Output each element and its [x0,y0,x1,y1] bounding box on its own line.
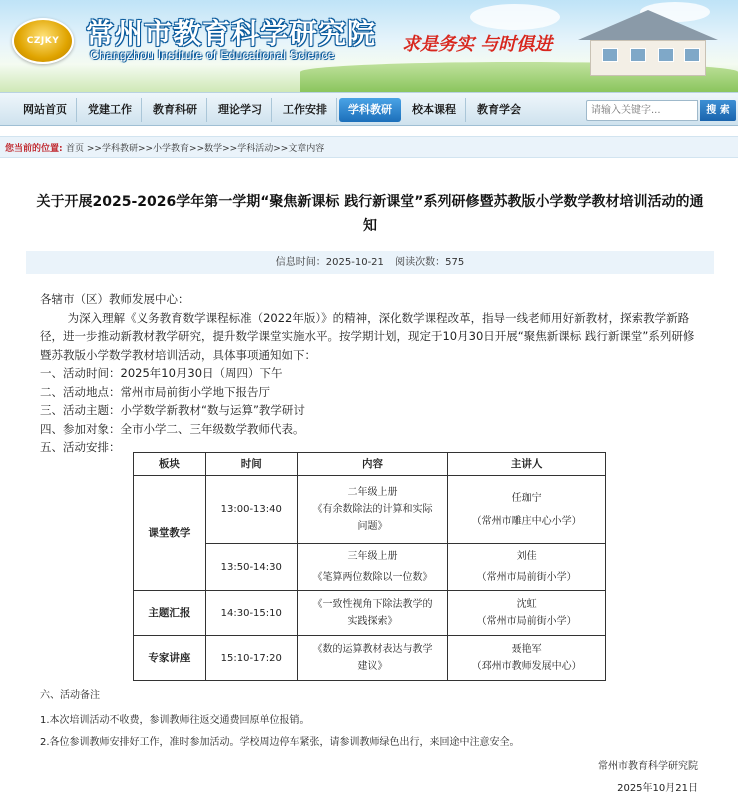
content-cell [297,544,448,591]
slogan: 求是务实 与时俱进 [402,34,553,55]
speaker-name: 聂艳军 [511,644,542,655]
note-item: 2.各位参训教师安排好工作，准时参加活动。学校周边停车紧张，请参训教师绿色出行，来回途中注意安全。 [40,737,520,748]
breadcrumb-label: 您当前的位置: [5,144,63,154]
section-cell: 主题汇报 [134,591,206,636]
content-line: 二年级上册 [347,487,398,498]
site-subtitle: Changzhou Institute of Educational Science [90,48,335,62]
signature-date: 2025年10月21日 [617,783,698,794]
content-line: 实践探索》 [347,616,398,627]
section-cell: 专家讲座 [134,636,206,681]
speaker-org: （邳州市教师发展中心） [471,661,582,672]
content-cell [297,591,448,636]
table-row [134,636,606,681]
content-line: 《笔算两位数除以一位数》 [312,572,433,583]
nav-item-curriculum[interactable]: 校本课程 [403,98,466,122]
list-item: 四、参加对象：全市小学二、三年级数学教师代表。 [40,421,305,436]
table-header: 板块 [134,453,206,476]
time-cell: 14:30-15:10 [205,591,297,636]
time-cell: 15:10-17:20 [205,636,297,681]
nav-item-society[interactable]: 教育学会 [477,103,521,116]
speaker-org: （常州市雕庄中心小学） [471,515,582,527]
content-line: 《有余数除法的计算和实际 [312,504,433,515]
speaker-cell [448,591,606,636]
cloud-decoration [470,4,560,30]
site-logo[interactable] [12,18,74,64]
search-button[interactable]: 搜 索 [700,100,736,121]
speaker-name: 刘佳 [516,551,537,562]
table-header: 主讲人 [448,453,606,476]
speaker-org: （常州市局前街小学） [476,616,577,627]
table-header: 内容 [297,453,448,476]
nav-item-home[interactable]: 网站首页 [14,98,77,122]
breadcrumb-path[interactable]: 首页 >>学科教研>>小学教育>>数学>>学科活动>>文章内容 [66,144,325,154]
nav-item-subject[interactable]: 学科教研 [339,98,401,122]
content-line: 问题》 [357,521,388,532]
main-nav [0,92,738,126]
nav-item-party[interactable]: 党建工作 [79,98,142,122]
article-body [40,290,700,457]
article-title: 关于开展2025-2026学年第一学期“聚焦新课标 践行新课堂”系列研修暨苏教版小学数学教材培训活动的通知 [36,194,704,234]
table-header-row [134,453,606,476]
schedule-table [133,452,606,681]
breadcrumb [0,136,738,158]
list-item: 一、活动时间：2025年10月30日（周四）下午 [40,366,283,380]
table-row [134,591,606,636]
list-item: 三、活动主题：小学数学新教材“数与运算”教学研讨 [40,403,305,417]
content-cell [297,636,448,681]
nav-item-theory[interactable]: 理论学习 [209,98,272,122]
content-line: 《数的运算教材表达与教学 [312,644,433,655]
nav-item-research[interactable]: 教育科研 [144,98,207,122]
intro-paragraph: 为深入理解《义务教育数学课程标准（2022年版）》的精神，深化数学课程改革，指导一线老师用好新教材，探索教学新路径，进一步推动新教材教学研究，提升数学课堂实施水平。按学期计划，现定于10月30日开展“聚焦新课标 践行新课堂”系列研修暨苏教版小学数学教材培训活动，具体事项通知如下： [40,310,695,362]
content-line: 三年级上册 [347,551,398,562]
speaker-name: 任珈宁 [511,492,542,504]
list-item: 二、活动地点：常州市局前街小学地下报告厅 [40,384,270,399]
note-item: 1.本次培训活动不收费，参训教师往返交通费回原单位报销。 [40,715,310,726]
nav-item-schedule[interactable]: 工作安排 [274,98,337,122]
site-title: 常州市教育科学研究院 [86,17,377,50]
article-meta [26,251,714,274]
notes-title: 六、活动备注 [40,690,100,701]
section-cell: 课堂教学 [134,476,206,591]
time-cell: 13:00-13:40 [205,476,297,544]
signature-org: 常州市教育科学研究院 [598,761,698,772]
speaker-org: （常州市局前街小学） [476,572,577,583]
greeting: 各辖市（区）教师发展中心： [40,292,190,306]
logo-text: CZJKY [26,36,60,46]
content-line: 建议》 [357,661,388,672]
table-header: 时间 [205,453,297,476]
meta-date: 信息时间：2025-10-21 [275,257,384,268]
house-illustration [560,6,738,76]
content-line: 《一致性视角下除法教学的 [312,599,433,610]
time-cell: 13:50-14:30 [205,544,297,591]
table-row [134,476,606,544]
header-banner [0,0,738,92]
speaker-cell [448,636,606,681]
meta-views: 阅读次数：575 [395,257,465,268]
content-cell [297,476,448,544]
speaker-name: 沈虹 [516,599,537,610]
search-input[interactable] [586,100,698,121]
list-item: 五、活动安排： [40,440,121,454]
speaker-cell [448,544,606,591]
speaker-cell [448,476,606,544]
